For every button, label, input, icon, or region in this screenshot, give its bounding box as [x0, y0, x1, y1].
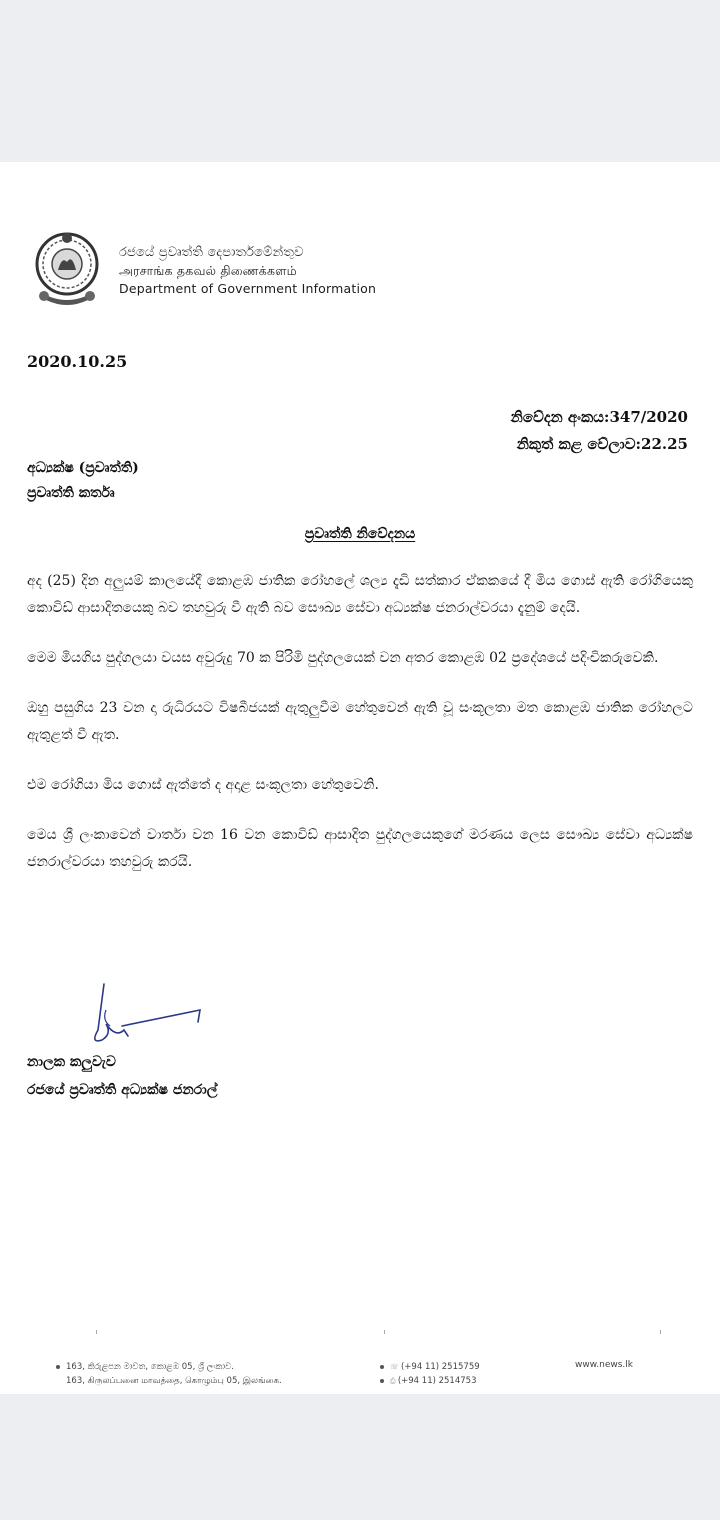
- paragraph: ඔහු පසුගිය 23 වන දා රුධිරයට විෂබීජයක් ඇතුලුවීම හේතුවෙන් ඇති වූ සංකූලතා මත කොළඹ ජාතික රෝහලට ඇතුළත් වී ඇත.: [27, 700, 693, 743]
- phone-icon: [380, 1365, 384, 1369]
- signatory-name: නාලක කලුවැව: [27, 1054, 116, 1070]
- bottom-margin: [0, 1394, 720, 1520]
- fax-icon: [380, 1379, 384, 1383]
- org-name-sinhala: රජයේ ප්‍රවෘත්ති දෙපාර්තමේන්තුව: [119, 245, 304, 260]
- signatory-title: රජයේ ප්‍රවෘත්ති අධ්‍යක්ෂ ජනරාල්: [27, 1082, 218, 1098]
- paragraph: මෙය ශ්‍රී ලංකාවෙන් වාර්තා වන 16 වන කොවිඩ් ආසාදිත පුද්ගලයෙකුගේ මරණය ලෙස සෞඛ්‍ය සේවා අධ්‍යක්ෂ ජනරාල්වරයා තහවුරු කරයි.: [27, 827, 693, 870]
- document-heading: ප්‍රවෘත්ති නිවේදනය: [304, 526, 416, 542]
- footer-address-sinhala: 163, කිරුළපන මාවත, කොළඹ 05, ශ්‍රී ලංකාව.: [66, 1362, 234, 1372]
- crop-mark: [384, 1330, 385, 1334]
- footer-contact: ☏ (+94 11) 2515759 ⎙ (+94 11) 2514753: [380, 1360, 480, 1388]
- paragraph: මෙම මියගිය පුද්ගලයා වයස අවුරුදු 70 ක පිරිමි පුද්ගලයෙක් වන අතර කොළඹ 02 ප්‍රදේශයේ පදිංචිකරුවෙකි.: [27, 650, 659, 666]
- signatory-block: [27, 1048, 217, 1104]
- document-page: [0, 162, 720, 1394]
- addressee-line-1: අධ්‍යක්ෂ (ප්‍රවෘත්ති): [27, 460, 139, 476]
- reference-block: [511, 404, 688, 458]
- body-text: [27, 568, 693, 899]
- paragraph: එම රෝගියා මිය ගොස් ඇත්තේ ද අදාළ සංකූලතා හේතුවෙනි.: [27, 777, 379, 793]
- crop-mark: [660, 1330, 661, 1334]
- notice-number: නිවේදන අංකය:347/2020: [510, 408, 688, 426]
- letterhead-org-names: [119, 244, 376, 298]
- addressee-block: [27, 456, 139, 506]
- footer-address-tamil: 163, கிருலப்பனை மாவத்தை, கொழும்பு 05, இலங்கை.: [66, 1376, 282, 1386]
- paragraph: අද (25) දින අලුයම් කාලයේදී කොළඹ ජාතික රෝහලේ ශල්‍ය දැඩි සත්කාර ඒකකයේ දී මිය ගොස් ඇති රෝගියෙකු කොවිඩ් ආසාදිතයෙකු බව තහවුරු වී ඇති බව සෞඛ්‍ය සේවා අධ්‍යක්ෂ ජනරාල්වරයා දැනුම් දෙයි.: [27, 573, 693, 616]
- top-margin: [0, 0, 720, 162]
- crop-mark: [96, 1330, 97, 1334]
- addressee-line-2: ප්‍රවෘත්ති කර්තෘ: [27, 485, 115, 501]
- sri-lanka-emblem-icon: [28, 228, 106, 310]
- issue-time: නිකුත් කළ වේලාව:22.25: [516, 435, 688, 453]
- footer-phone: (+94 11) 2515759: [400, 1362, 480, 1372]
- footer-address: [56, 1360, 282, 1388]
- bullet-icon: [56, 1365, 60, 1369]
- org-name-tamil: அரசாங்க தகவல் திணைக்களம்: [119, 263, 297, 278]
- footer-website: www.news.lk: [575, 1360, 633, 1370]
- org-name-english: Department of Government Information: [119, 281, 377, 296]
- footer-fax: (+94 11) 2514753: [397, 1376, 477, 1386]
- document-date: 2020.10.25: [27, 352, 128, 371]
